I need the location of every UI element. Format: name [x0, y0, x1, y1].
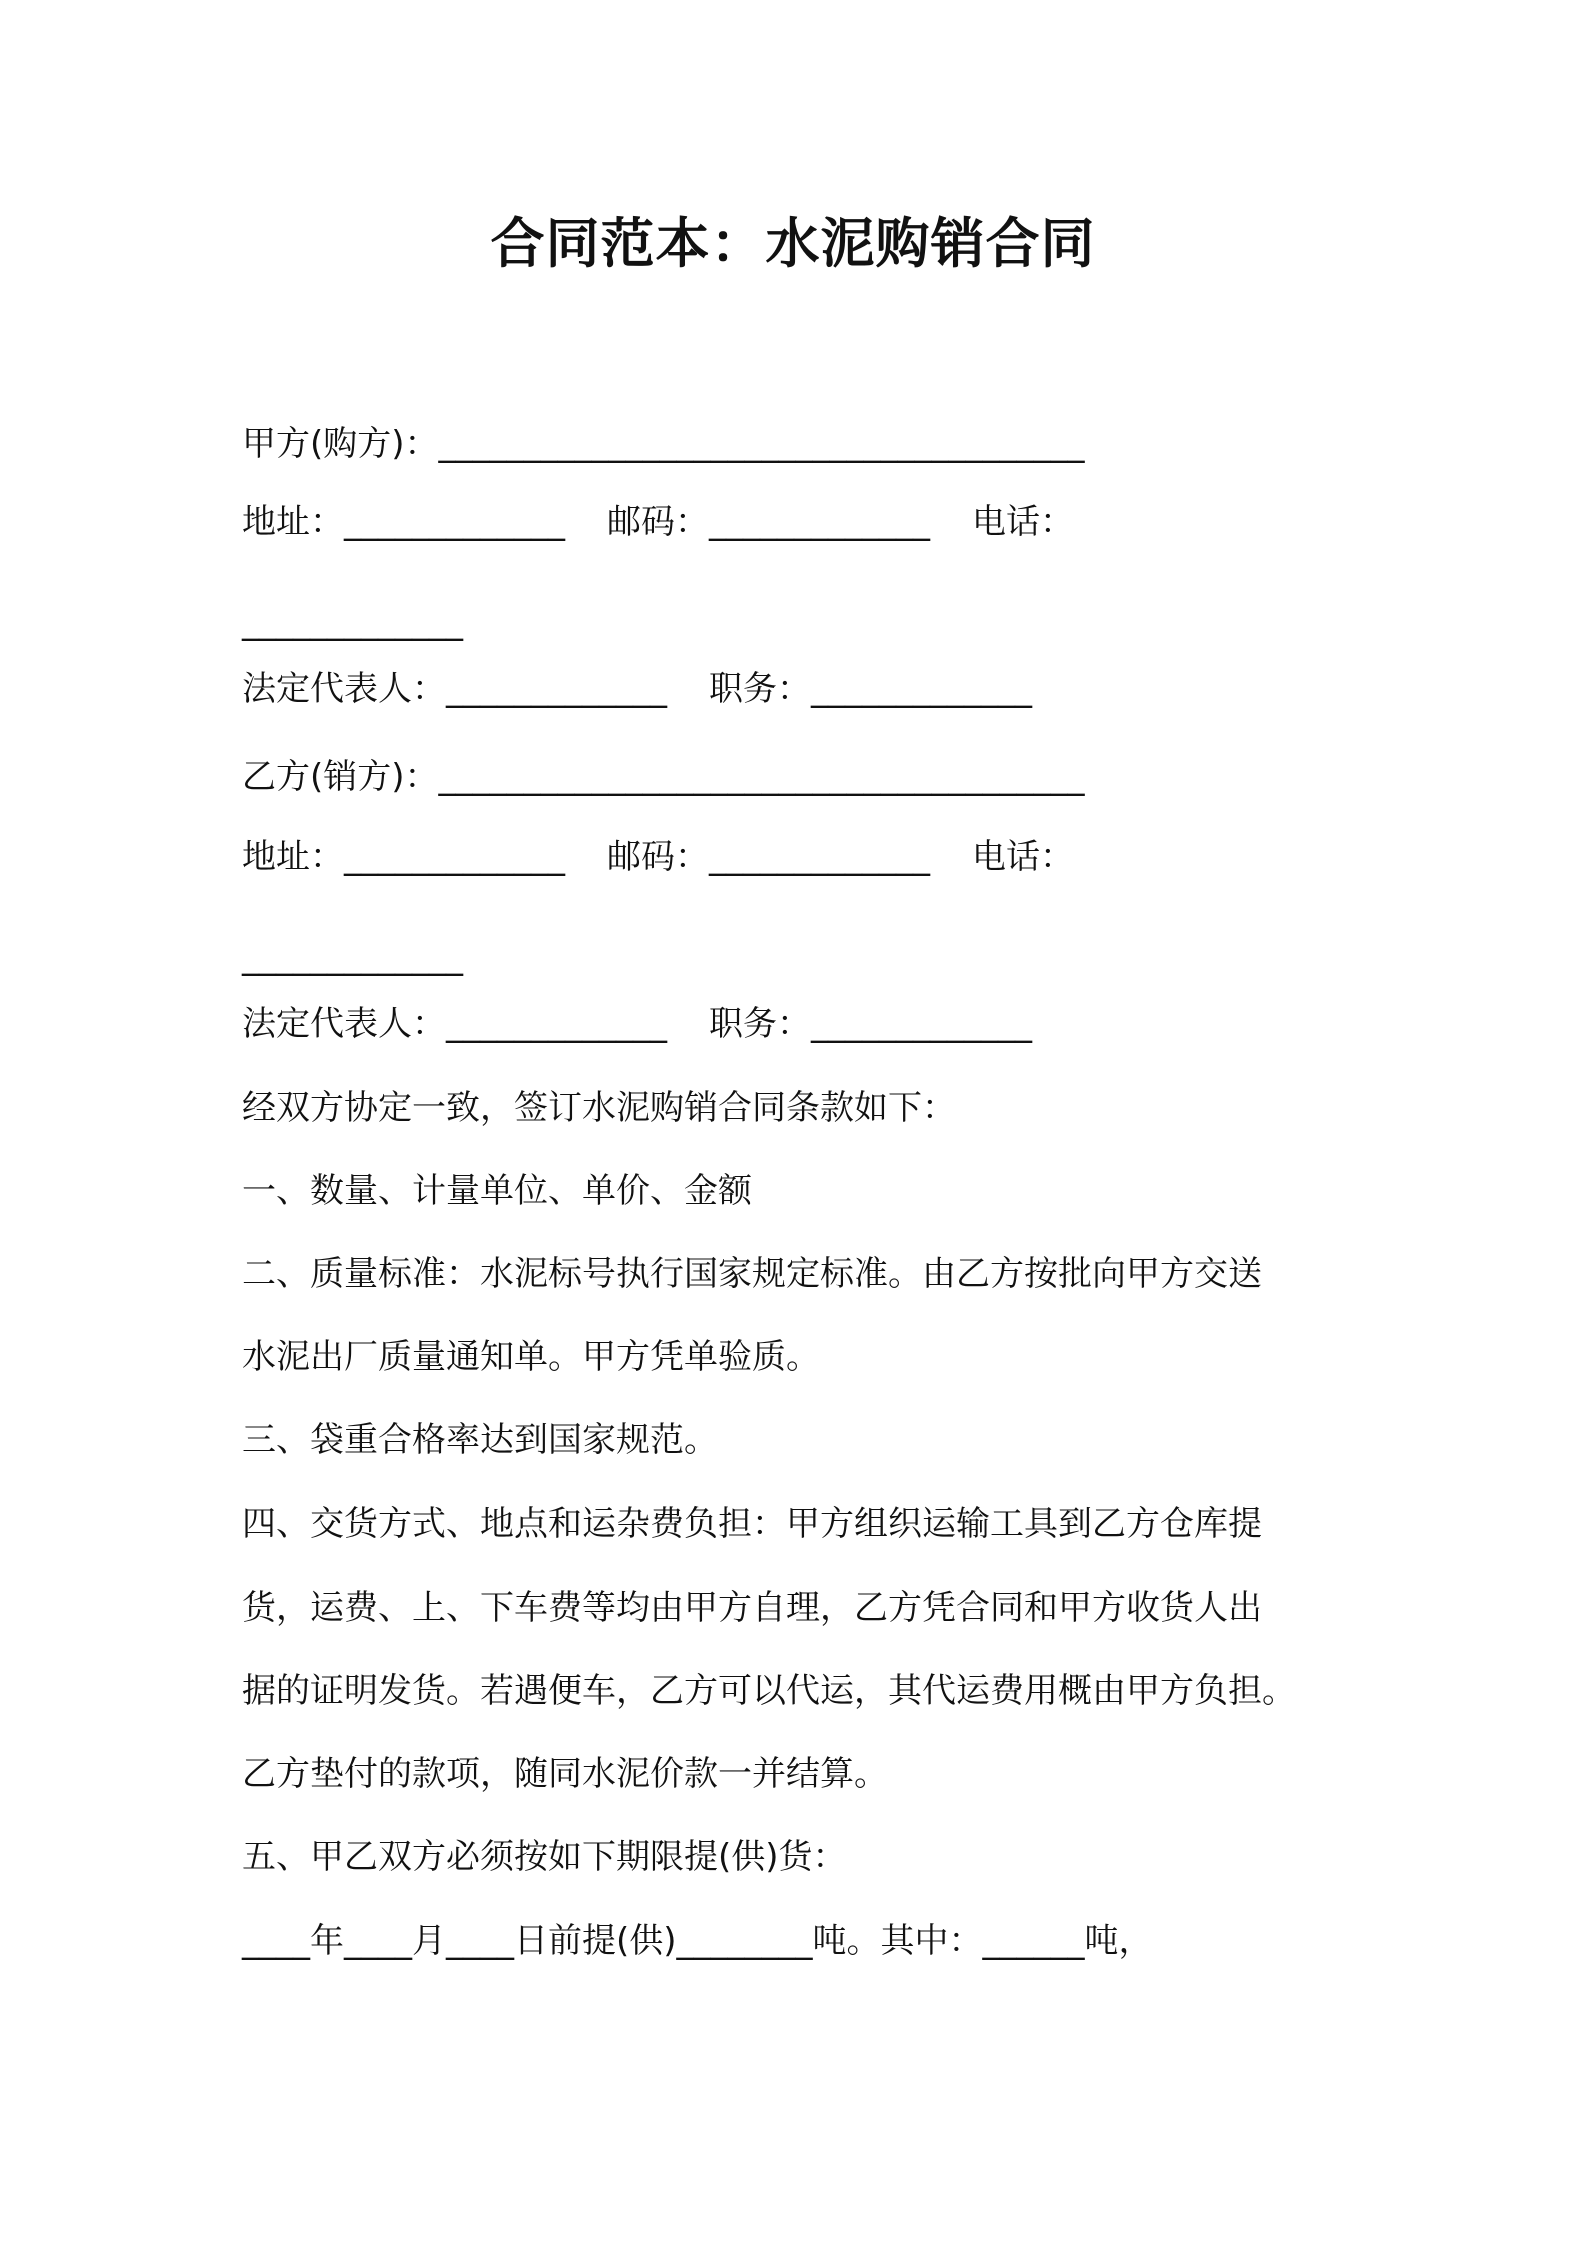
- party-a-zip-label: 邮码：: [607, 502, 709, 542]
- party-a-zip-blank: _____________: [709, 502, 930, 542]
- clause-line: 乙方垫付的款项，随同水泥价款一并结算。: [242, 1754, 888, 1794]
- party-a-phone-blank-line: [242, 598, 463, 646]
- party-a-address-blank: _____________: [344, 502, 565, 542]
- clause-line: 三、袋重合格率达到国家规范。: [242, 1420, 718, 1460]
- intro-paragraph: 经双方协定一致，签订水泥购销合同条款如下：: [242, 1088, 956, 1128]
- clause-line: 货，运费、上、下车费等均由甲方自理，乙方凭合同和甲方收货人出: [242, 1588, 1262, 1628]
- party-b-phone-blank: _____________: [242, 937, 463, 977]
- party-b-phone-blank-line: [242, 933, 463, 981]
- clause-line: 五、甲乙双方必须按如下期限提(供)货：: [242, 1837, 847, 1877]
- party-b-address-label: 地址：: [242, 837, 344, 877]
- party-a-title-blank: _____________: [811, 669, 1032, 709]
- page-title: 合同范本：水泥购销合同: [490, 212, 1096, 275]
- party-b-zip-blank: _____________: [709, 837, 930, 877]
- clause-line: ____年____月____日前提(供)________吨。其中：______吨，: [242, 1921, 1153, 1961]
- party-b-title-label: 职务：: [709, 1004, 811, 1044]
- clause-line: 二、质量标准：水泥标号执行国家规定标准。由乙方按批向甲方交送: [242, 1254, 1262, 1294]
- party-b-line: [242, 753, 1085, 801]
- party-a-contact-line: [242, 498, 1074, 546]
- party-a-name-field: 甲方(购方)：______________________________________: [242, 424, 1085, 464]
- party-b-phone-label: 电话：: [972, 837, 1074, 877]
- party-a-line: [242, 420, 1085, 468]
- party-b-rep-label: 法定代表人：: [242, 1004, 446, 1044]
- clause-line: 据的证明发货。若遇便车，乙方可以代运，其代运费用概由甲方负担。: [242, 1671, 1296, 1711]
- party-a-rep-label: 法定代表人：: [242, 669, 446, 709]
- party-b-zip-label: 邮码：: [607, 837, 709, 877]
- party-b-address-blank: _____________: [344, 837, 565, 877]
- party-a-rep-blank: _____________: [446, 669, 667, 709]
- party-b-contact-line: [242, 833, 1074, 881]
- party-b-rep-line: [242, 1000, 1032, 1048]
- party-a-phone-blank: _____________: [242, 602, 463, 642]
- party-a-title-label: 职务：: [709, 669, 811, 709]
- party-b-name-field: 乙方(销方)：______________________________________: [242, 757, 1085, 797]
- party-a-rep-line: [242, 665, 1032, 713]
- party-a-address-label: 地址：: [242, 502, 344, 542]
- clause-line: 一、数量、计量单位、单价、金额: [242, 1171, 752, 1211]
- clause-line: 水泥出厂质量通知单。甲方凭单验质。: [242, 1337, 820, 1377]
- party-b-rep-blank: _____________: [446, 1004, 667, 1044]
- party-a-phone-label: 电话：: [972, 502, 1074, 542]
- clause-line: 四、交货方式、地点和运杂费负担：甲方组织运输工具到乙方仓库提: [242, 1504, 1262, 1544]
- party-b-title-blank: _____________: [811, 1004, 1032, 1044]
